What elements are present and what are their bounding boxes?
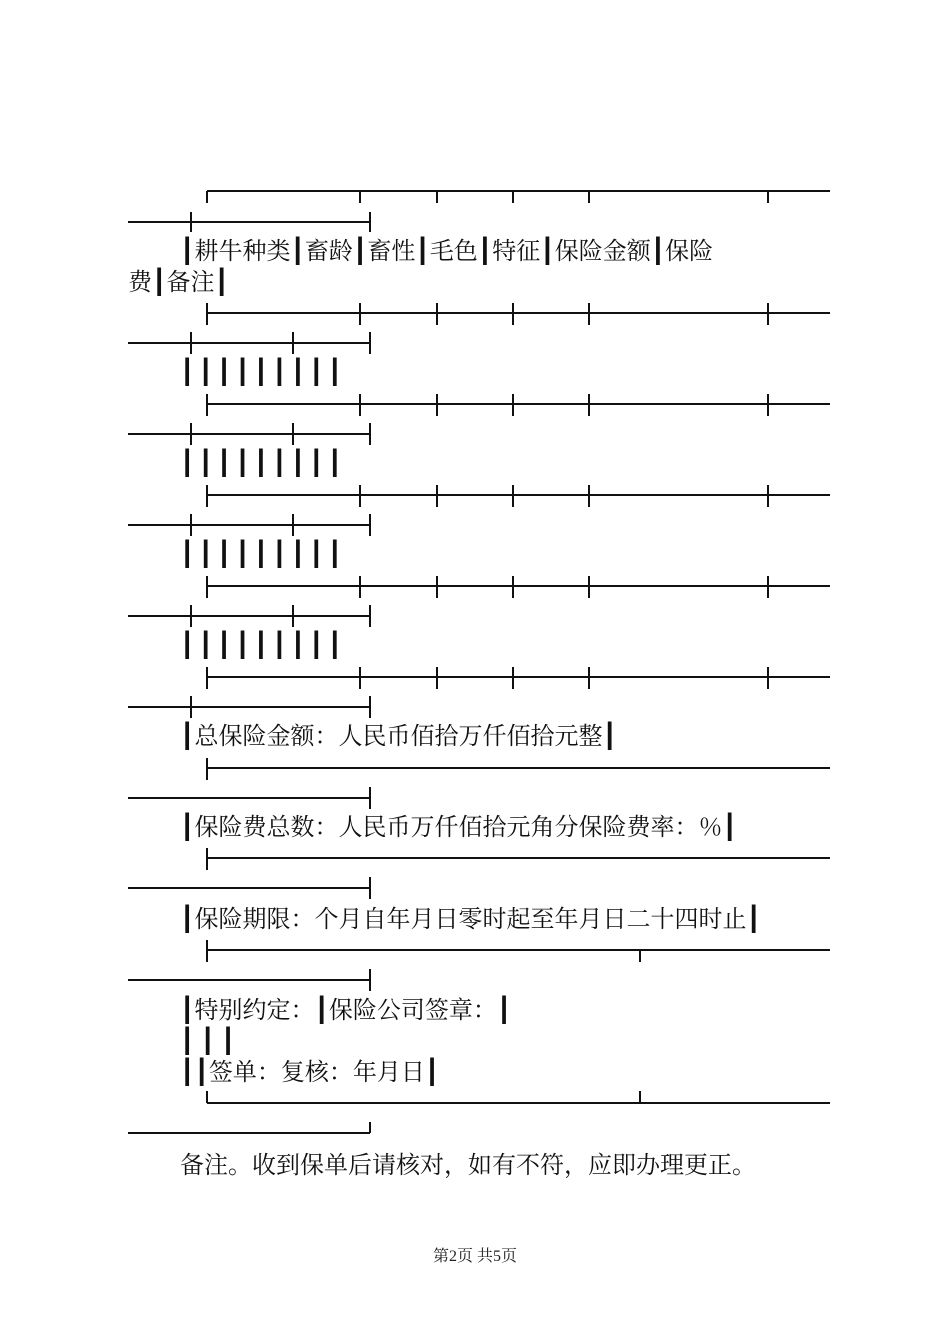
page-footer: 第2页 共5页 [432,1248,517,1265]
blank-row: ┃┃┃ [180,1027,242,1055]
note-text: 备注。收到保单后请核对，如有不符，应即办理更正。 [180,1151,756,1179]
special-terms-row: ┃特别约定：┃保险公司签章：┃ [180,996,512,1024]
empty-row-1: ┃┃┃┃┃┃┃┃┃ [180,358,347,386]
total-amount-row: ┃总保险金额：人民币佰拾万仟佰拾元整┃ [180,722,617,750]
header-row-line-1: ┃耕牛种类┃畜龄┃畜性┃毛色┃特征┃保险金额┃保险 [180,237,714,265]
header-row-line-2: 费┃备注┃ [128,268,229,296]
empty-row-3: ┃┃┃┃┃┃┃┃┃ [180,540,347,568]
empty-row-4: ┃┃┃┃┃┃┃┃┃ [180,631,347,659]
premium-total-row: ┃保险费总数：人民币万仟佰拾元角分保险费率：％┃ [180,813,737,841]
sign-row: ┃┃签单：复核：年月日┃ [180,1058,440,1086]
empty-row-2: ┃┃┃┃┃┃┃┃┃ [180,449,347,477]
period-row: ┃保险期限：个月自年月日零时起至年月日二十四时止┃ [180,905,761,933]
